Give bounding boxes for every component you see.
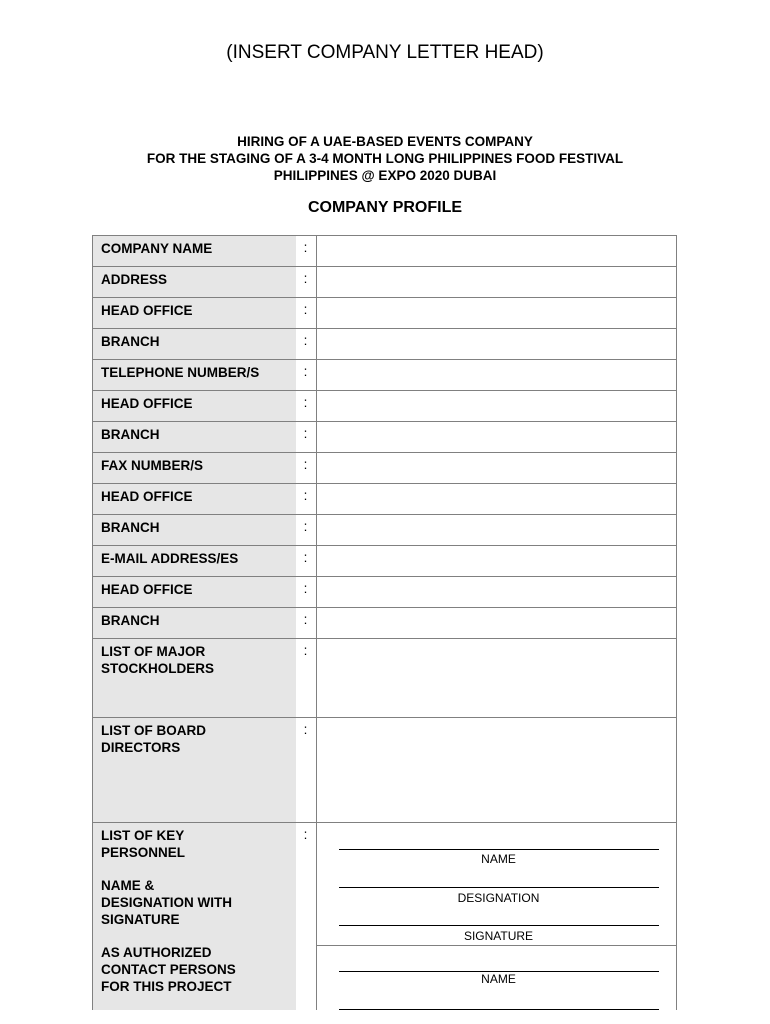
key-personnel-line-7: CONTACT PERSONS	[101, 962, 236, 977]
fax-field[interactable]	[316, 453, 677, 484]
field-label: HEAD OFFICE	[93, 577, 296, 608]
company-name-field[interactable]	[316, 236, 677, 267]
signature-line[interactable]	[339, 925, 659, 926]
field-label: HEAD OFFICE	[93, 298, 296, 329]
stockholders-label-line-2: STOCKHOLDERS	[101, 661, 215, 676]
form-row-company-name	[93, 236, 677, 267]
field-colon: :	[296, 718, 317, 823]
field-colon: :	[296, 515, 317, 546]
form-row-stockholders	[93, 639, 677, 718]
designation-line[interactable]	[339, 887, 659, 888]
field-colon: :	[296, 639, 317, 718]
email-field[interactable]	[316, 546, 677, 577]
field-label	[93, 639, 296, 718]
second-designation-line[interactable]	[339, 1009, 659, 1010]
form-row-board-directors	[93, 718, 677, 823]
key-personnel-line-4: DESIGNATION WITH	[101, 895, 232, 910]
email-branch-field[interactable]	[316, 608, 677, 639]
form-row-telephone-branch	[93, 422, 677, 453]
key-personnel-line-8: FOR THIS PROJECT	[101, 979, 232, 994]
email-head-office-field[interactable]	[316, 577, 677, 608]
field-label	[93, 823, 296, 1010]
field-label: HEAD OFFICE	[93, 484, 296, 515]
address-branch-field[interactable]	[316, 329, 677, 360]
field-colon: :	[303, 827, 308, 842]
address-field[interactable]	[316, 267, 677, 298]
field-colon: :	[296, 422, 317, 453]
field-label: COMPANY NAME	[93, 236, 296, 267]
address-head-office-field[interactable]	[316, 298, 677, 329]
name-caption: NAME	[481, 852, 516, 866]
field-colon: :	[296, 608, 317, 639]
key-personnel-line-5: SIGNATURE	[101, 912, 180, 927]
field-colon: :	[296, 360, 317, 391]
fax-head-office-field[interactable]	[316, 484, 677, 515]
document-heading	[0, 133, 770, 184]
board-directors-field[interactable]	[316, 718, 677, 823]
key-personnel-line-1: LIST OF KEY	[101, 828, 185, 843]
field-colon: :	[296, 577, 317, 608]
telephone-field[interactable]	[316, 360, 677, 391]
field-label: E-MAIL ADDRESS/ES	[93, 546, 296, 577]
letterhead-placeholder: (INSERT COMPANY LETTER HEAD)	[226, 42, 544, 63]
field-label: BRANCH	[93, 422, 296, 453]
key-personnel-line-2: PERSONNEL	[101, 845, 186, 860]
form-row-email	[93, 546, 677, 577]
heading-line-1: HIRING OF A UAE-BASED EVENTS COMPANY	[237, 134, 533, 149]
field-colon: :	[296, 236, 317, 267]
field-label: BRANCH	[93, 515, 296, 546]
company-profile-form	[92, 235, 677, 1010]
field-label: ADDRESS	[93, 267, 296, 298]
key-personnel-line-6: AS AUTHORIZED	[101, 945, 212, 960]
fax-branch-field[interactable]	[316, 515, 677, 546]
field-label: TELEPHONE NUMBER/S	[93, 360, 296, 391]
field-label: HEAD OFFICE	[93, 391, 296, 422]
field-label	[93, 718, 296, 823]
second-name-caption: NAME	[481, 972, 516, 986]
form-row-fax	[93, 453, 677, 484]
stockholders-field[interactable]	[316, 639, 677, 718]
stockholders-label-line-1: LIST OF MAJOR	[101, 644, 206, 659]
field-colon: :	[296, 298, 317, 329]
company-profile-title: COMPANY PROFILE	[307, 199, 463, 216]
field-colon: :	[296, 453, 317, 484]
field-colon: :	[296, 329, 317, 360]
designation-caption: DESIGNATION	[457, 891, 540, 905]
form-row-address-branch	[93, 329, 677, 360]
field-colon: :	[296, 484, 317, 515]
field-label: BRANCH	[93, 608, 296, 639]
form-row-address	[93, 267, 677, 298]
telephone-head-office-field[interactable]	[316, 391, 677, 422]
field-label: BRANCH	[93, 329, 296, 360]
field-label: FAX NUMBER/S	[93, 453, 296, 484]
heading-line-3: PHILIPPINES @ EXPO 2020 DUBAI	[273, 168, 497, 183]
form-row-telephone-head-office	[93, 391, 677, 422]
form-row-fax-branch	[93, 515, 677, 546]
signature-block-divider	[317, 945, 677, 946]
form-row-telephone	[93, 360, 677, 391]
name-line[interactable]	[339, 849, 659, 850]
form-row-fax-head-office	[93, 484, 677, 515]
heading-line-2: FOR THE STAGING OF A 3-4 MONTH LONG PHILIPPINES FOOD FESTIVAL	[146, 151, 624, 166]
key-personnel-line-3: NAME &	[101, 878, 155, 893]
form-row-email-branch	[93, 608, 677, 639]
signature-block	[316, 823, 677, 1010]
field-colon: :	[296, 391, 317, 422]
field-colon: :	[296, 546, 317, 577]
telephone-branch-field[interactable]	[316, 422, 677, 453]
directors-label-line-1: LIST OF BOARD	[101, 723, 206, 738]
form-row-address-head-office	[93, 298, 677, 329]
form-row-email-head-office	[93, 577, 677, 608]
form-row-key-personnel	[93, 823, 677, 1010]
signature-caption: SIGNATURE	[463, 929, 534, 943]
directors-label-line-2: DIRECTORS	[101, 740, 181, 755]
field-colon: :	[296, 267, 317, 298]
